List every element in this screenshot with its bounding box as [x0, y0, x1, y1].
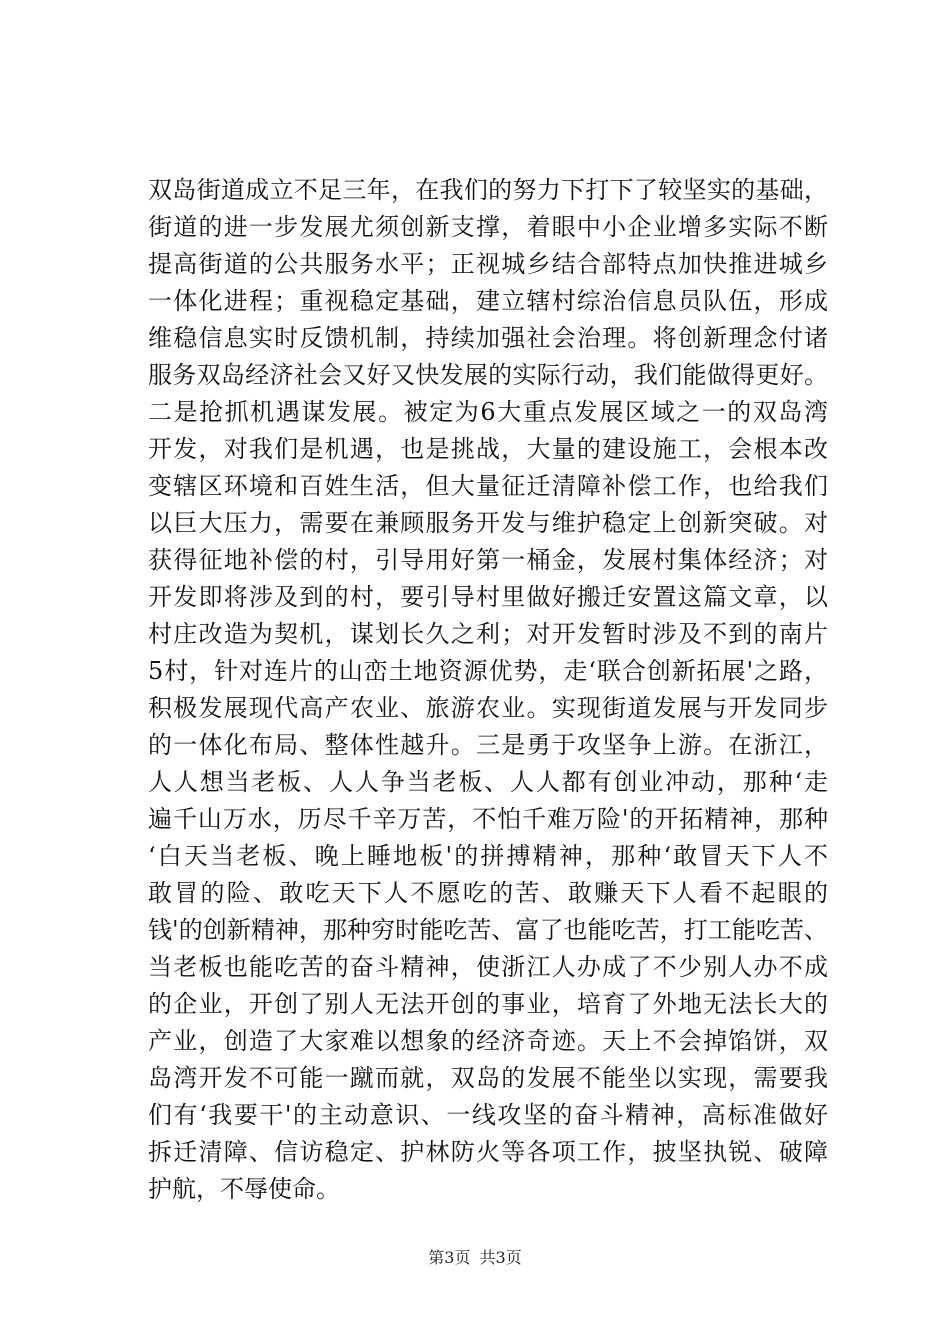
page-footer — [0, 1248, 950, 1268]
text-line: 村庄改造为契机，谋划长久之利；对开发暂时涉及不到的南片 — [148, 620, 828, 648]
text-line: ‘白天当老板、晚上睡地板'的拼搏精神，那种‘敢冒天下人不 — [148, 842, 828, 870]
text-line: 敢冒的险、敢吃天下人不愿吃的苦、敢赚天下人看不起眼的 — [148, 879, 828, 907]
text-line: 一体化进程；重视稳定基础，建立辖村综治信息员队伍，形成 — [148, 287, 828, 315]
text-line: 获得征地补偿的村，引导用好第一桶金，发展村集体经济；对 — [148, 546, 828, 574]
text-line: 的一体化布局、整体性越升。三是勇于攻坚争上游。在浙江， — [148, 731, 828, 759]
text-line: 钱'的创新精神，那种穷时能吃苦、富了也能吃苦，打工能吃苦、 — [148, 916, 828, 944]
text-line: 遍千山万水，历尽千辛万苦，不怕千难万险'的开拓精神，那种 — [148, 805, 828, 833]
text-line: 以巨大压力，需要在兼顾服务开发与维护稳定上创新突破。对 — [148, 509, 828, 537]
text-line: 二是抢抓机遇谋发展。被定为6大重点发展区域之一的双岛湾 — [148, 398, 828, 426]
page-total: 共3页 — [479, 1248, 522, 1267]
text-line: 维稳信息实时反馈机制，持续加强社会治理。将创新理念付诸 — [148, 324, 828, 352]
text-line: 5村，针对连片的山峦土地资源优势，走‘联合创新拓展'之路， — [148, 657, 828, 685]
body-paragraph — [148, 172, 828, 1208]
text-line: 变辖区环境和百姓生活，但大量征迁清障补偿工作，也给我们 — [148, 472, 828, 500]
text-line: 积极发展现代高产农业、旅游农业。实现街道发展与开发同步 — [148, 694, 828, 722]
text-line: 提高街道的公共服务水平；正视城乡结合部特点加快推进城乡 — [148, 250, 828, 278]
text-line: 双岛街道成立不足三年，在我们的努力下打下了较坚实的基础， — [148, 176, 828, 204]
page-number: 第3页 — [428, 1248, 471, 1267]
text-line: 服务双岛经济社会又好又快发展的实际行动，我们能做得更好。 — [148, 361, 828, 389]
text-line: 拆迁清障、信访稳定、护林防火等各项工作，披坚执锐、破障 — [148, 1138, 828, 1166]
text-line: 产业，创造了大家难以想象的经济奇迹。天上不会掉馅饼，双 — [148, 1027, 828, 1055]
text-line: 当老板也能吃苦的奋斗精神，使浙江人办成了不少别人办不成 — [148, 953, 828, 981]
text-line: 街道的进一步发展尤须创新支撑，着眼中小企业增多实际不断 — [148, 213, 828, 241]
text-line: 的企业，开创了别人无法开创的事业，培育了外地无法长大的 — [148, 990, 828, 1018]
text-line: 们有‘我要干'的主动意识、一线攻坚的奋斗精神，高标准做好 — [148, 1101, 828, 1129]
text-line: 岛湾开发不可能一蹴而就，双岛的发展不能坐以实现，需要我 — [148, 1064, 828, 1092]
text-line: 人人想当老板、人人争当老板、人人都有创业冲动，那种‘走 — [148, 768, 828, 796]
text-line: 开发，对我们是机遇，也是挑战，大量的建设施工，会根本改 — [148, 435, 828, 463]
text-line: 开发即将涉及到的村，要引导村里做好搬迁安置这篇文章，以 — [148, 583, 828, 611]
text-line: 护航，不辱使命。 — [148, 1175, 340, 1203]
